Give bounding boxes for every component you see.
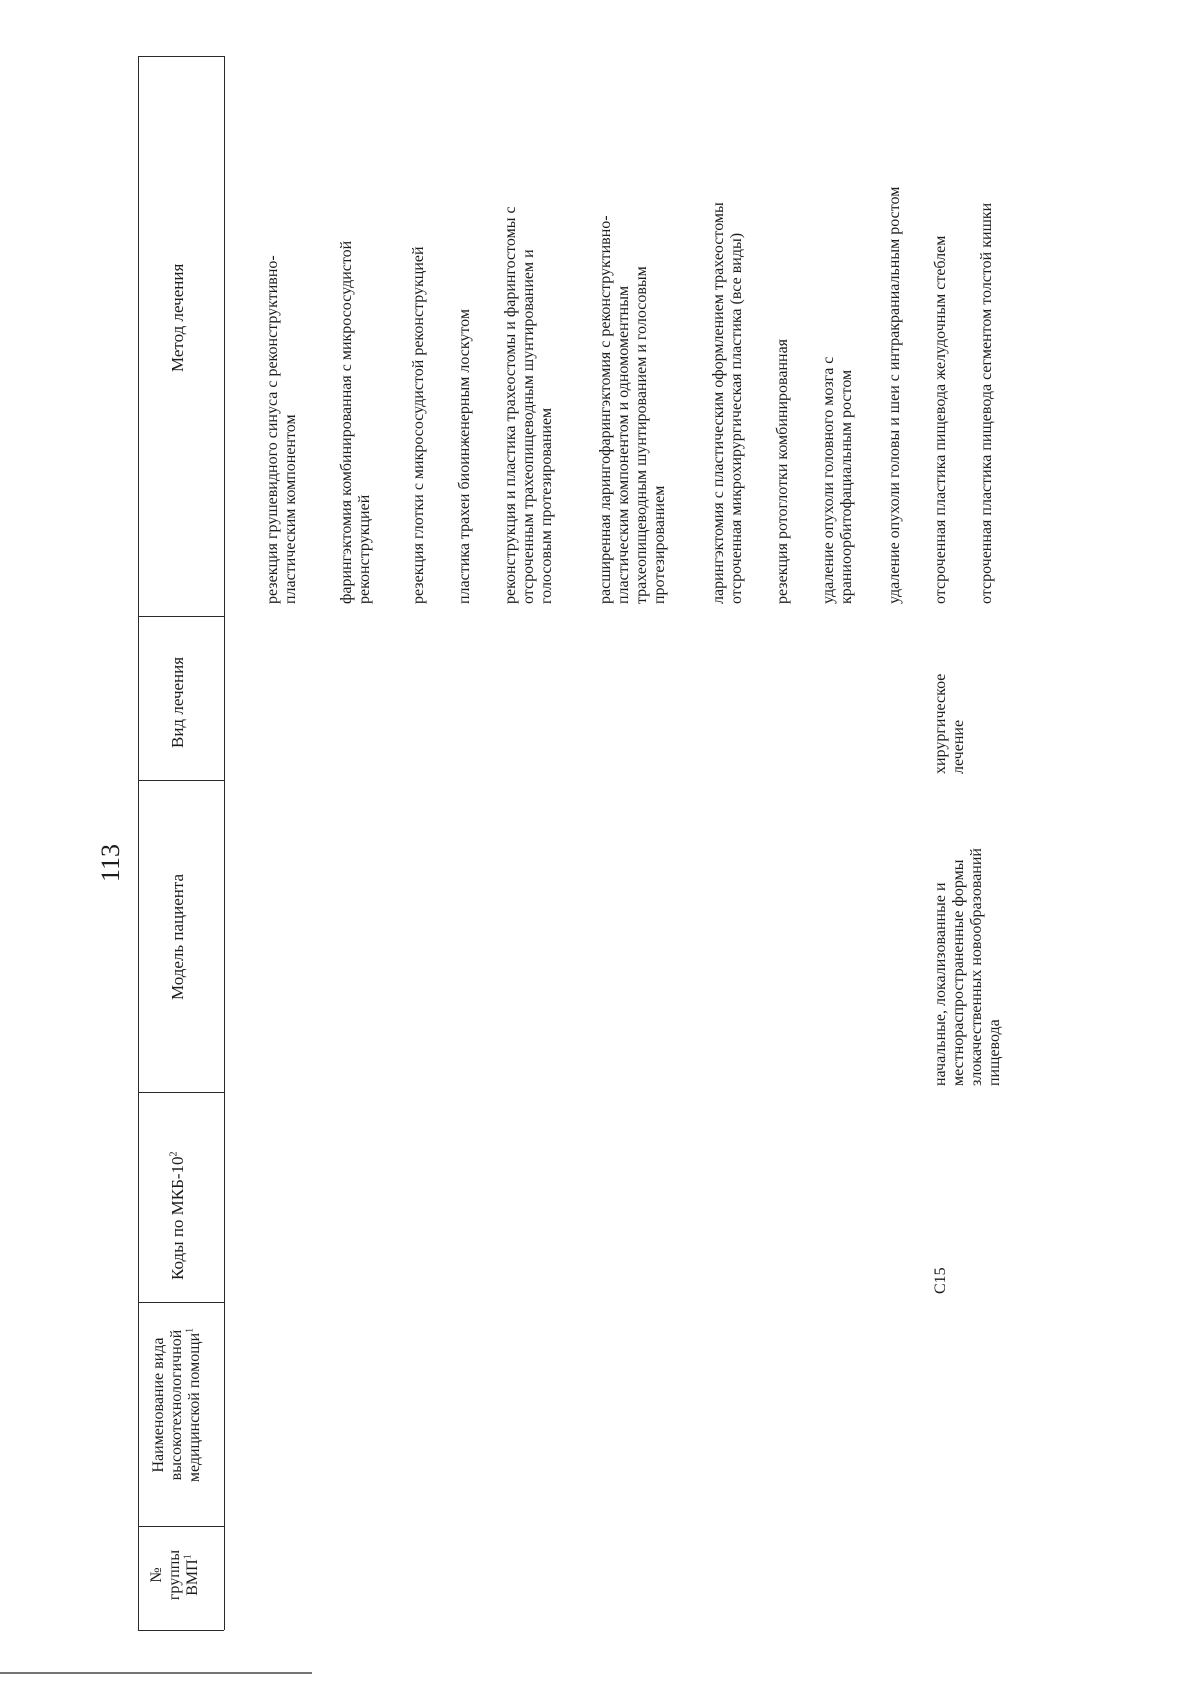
method-item: пластика трахеи биоинженерным лоскутом bbox=[456, 309, 473, 604]
method-item: резекция ротоглотки комбинированная bbox=[774, 338, 791, 604]
col-divider-4 bbox=[138, 780, 224, 781]
header-bottom-border bbox=[224, 56, 225, 1630]
table-border-left bbox=[138, 56, 139, 1630]
header-group-number: № группы ВМП$^1$ bbox=[148, 1549, 201, 1601]
col-divider-5 bbox=[138, 616, 224, 617]
method-item: реконструкция и пластика трахеостомы и фарингостомы с отсроченным трахеопищеводным шунтированием и голосовым протезированием bbox=[502, 206, 555, 604]
method-item: удаление опухоли головы и шеи с интракраниальным ростом bbox=[886, 186, 903, 604]
method-item: фарингэктомия комбинированная с микрососудистой реконструкцией bbox=[338, 240, 373, 604]
col-divider-1 bbox=[138, 1526, 224, 1527]
method-item: резекция глотки с микрососудистой реконструкцией bbox=[410, 246, 427, 604]
icd-code-c15: C15 bbox=[932, 1267, 949, 1294]
method-item: удаление опухоли головного мозга с краниоорбитофациальным ростом bbox=[820, 356, 855, 604]
method-item: расширенная ларингофарингэктомия с реконструктивно- пластическим компонентом и одномоментным трахеопищеводным шунтированием и голосовым протезированием bbox=[597, 215, 668, 604]
header-icd-codes: Коды по МКБ-$10^2$ bbox=[168, 1151, 187, 1280]
method-item: отсроченная пластика пищевода сегментом толстой кишки bbox=[978, 202, 995, 604]
page-number: 113 bbox=[96, 843, 125, 882]
patient-model-c15: начальные, локализованные и местнораспространенные формы злокачественных новообразований пищевода bbox=[932, 848, 1003, 1086]
table-border-bottom bbox=[138, 1630, 224, 1631]
treatment-type-c15: хирургическое лечение bbox=[932, 673, 967, 774]
header-treatment-type: Вид лечения bbox=[168, 656, 187, 748]
header-patient-model: Модель пациента bbox=[168, 873, 187, 1000]
header-treatment-method: Метод лечения bbox=[168, 263, 187, 372]
method-item: ларингэктомия с пластическим оформлением трахеостомы отсроченная микрохирургическая пластика (все виды) bbox=[710, 202, 745, 604]
table-border-top bbox=[138, 56, 224, 57]
method-item: отсроченная пластика пищевода желудочным стеблем bbox=[932, 235, 949, 604]
scan-edge-line bbox=[0, 1672, 312, 1674]
method-item: резекция грушевидного синуса с реконструктивно- пластическим компонентом bbox=[264, 255, 299, 604]
header-care-type-name: Наименование вида высокотехнологичной медицинской помощи$^1$ bbox=[150, 1327, 203, 1483]
col-divider-3 bbox=[138, 1092, 224, 1093]
